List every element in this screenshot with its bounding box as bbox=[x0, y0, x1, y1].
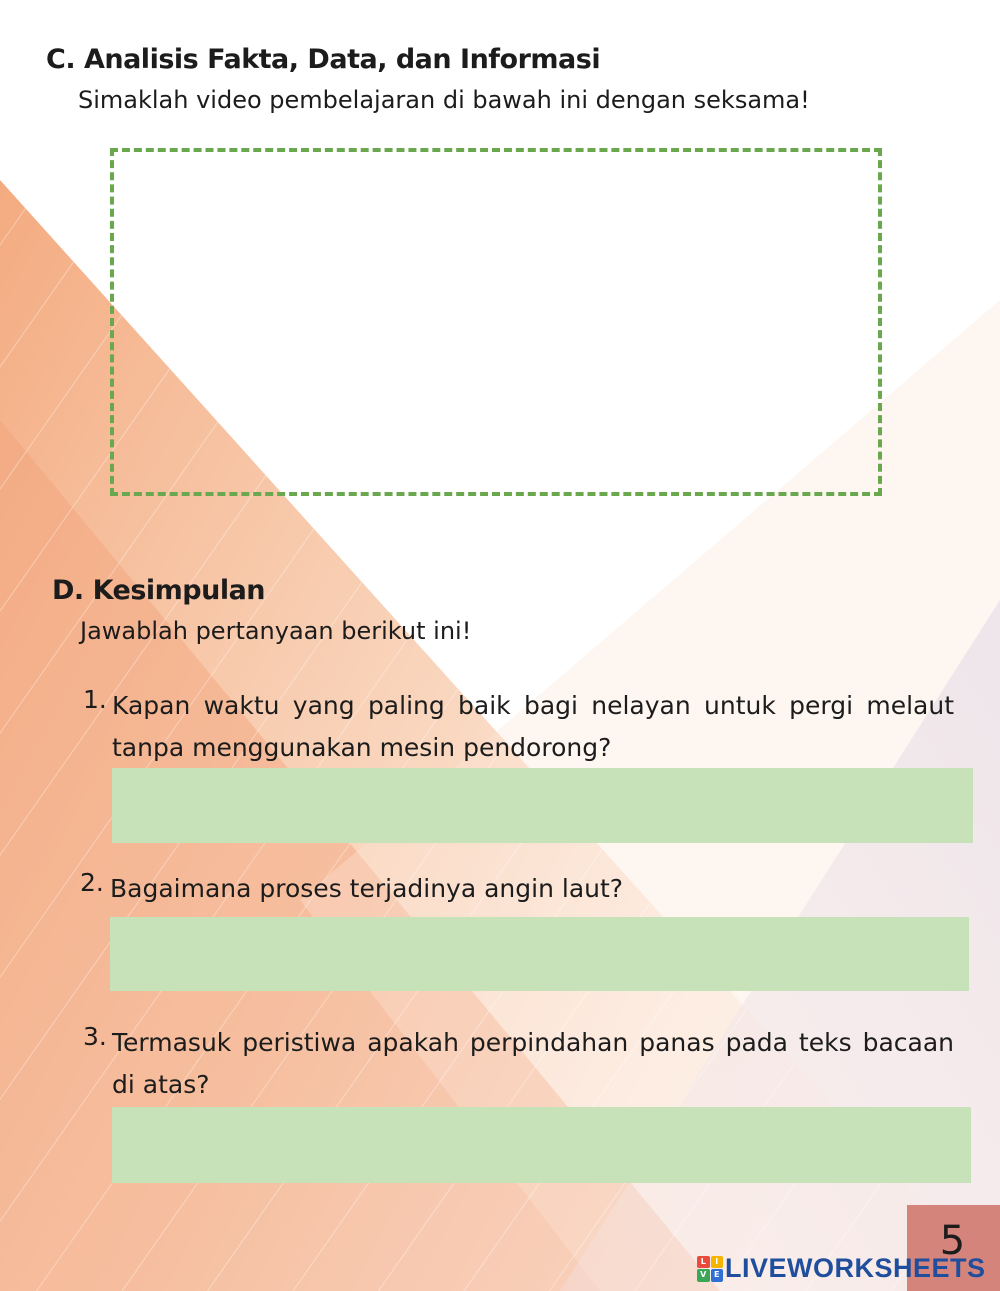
section-d-title: D. Kesimpulan bbox=[52, 575, 266, 606]
logo-mark-letter: E bbox=[711, 1269, 724, 1282]
logo-mark-icon bbox=[697, 1256, 723, 1282]
question-2-number: 2. bbox=[80, 868, 104, 897]
logo-mark-letter: V bbox=[697, 1269, 710, 1282]
answer-2-input[interactable] bbox=[110, 917, 969, 991]
question-3-text: Termasuk peristiwa apakah perpindahan panas pada teks bacaan di atas? bbox=[112, 1028, 954, 1099]
liveworksheets-logo[interactable] bbox=[697, 1253, 986, 1284]
answer-3-input[interactable] bbox=[112, 1107, 971, 1183]
section-c-instruction: Simaklah video pembelajaran di bawah ini dengan seksama! bbox=[78, 86, 810, 114]
logo-text: LIVEWORKSHEETS bbox=[725, 1253, 986, 1283]
logo-mark-letter: I bbox=[711, 1256, 724, 1269]
logo-mark-letter: L bbox=[697, 1256, 710, 1269]
video-placeholder[interactable] bbox=[110, 148, 882, 496]
section-d-instruction: Jawablah pertanyaan berikut ini! bbox=[80, 617, 472, 645]
answer-1-input[interactable] bbox=[112, 768, 973, 843]
question-1-text: Kapan waktu yang paling baik bagi nelayan untuk pergi melaut tanpa menggunakan mesin pendorong? bbox=[112, 691, 954, 762]
question-3-number: 3. bbox=[83, 1022, 107, 1051]
question-1-number: 1. bbox=[83, 685, 107, 714]
question-2-text: Bagaimana proses terjadinya angin laut? bbox=[110, 874, 624, 903]
section-c-title: C. Analisis Fakta, Data, dan Informasi bbox=[46, 44, 601, 75]
page-number: 5 bbox=[939, 1218, 966, 1264]
